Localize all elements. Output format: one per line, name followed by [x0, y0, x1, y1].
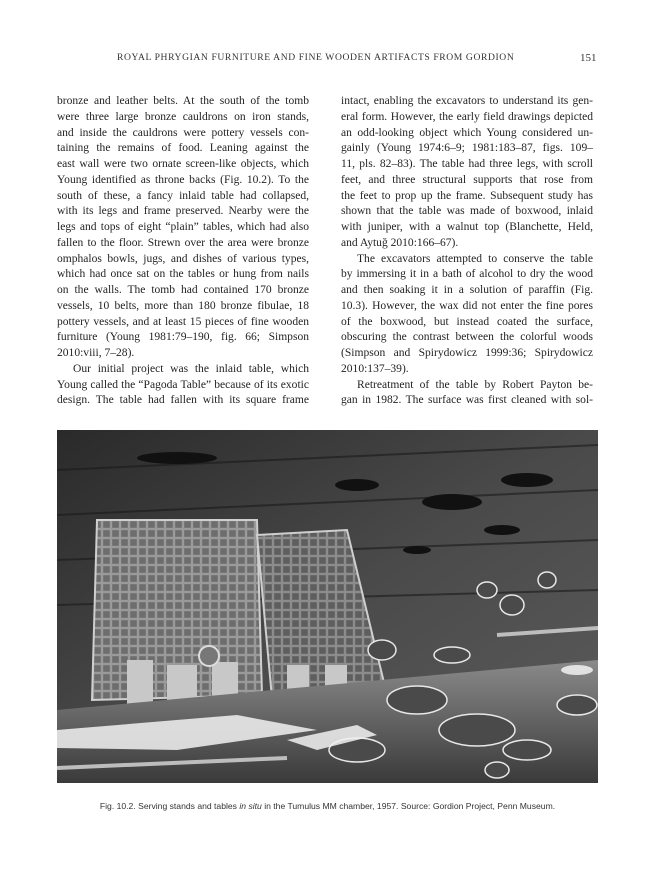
paragraph — [341, 252, 593, 378]
text-line: Retreatment of the table by Robert Payton be- — [357, 378, 593, 391]
text-line: Our initial project was the inlaid table, which — [73, 362, 309, 375]
text-line: fallen to the floor. Strewn over the area were bronze — [57, 236, 309, 249]
text-line: gainly (Young 1974:6–9; 1981:183–87, figs. 109– — [341, 142, 593, 155]
paragraph — [57, 362, 309, 409]
running-head — [0, 52, 650, 68]
right-column — [341, 94, 593, 409]
text-line: an odd-looking object which Young considered un- — [341, 126, 593, 139]
figure-caption — [57, 801, 598, 811]
paragraph — [341, 94, 593, 252]
text-line: 2010:137–39). — [341, 362, 409, 375]
running-title: ROYAL PHRYGIAN FURNITURE AND FINE WOODEN ARTIFACTS FROM GORDION — [117, 52, 515, 63]
text-line: of the boxwood, but instead coated the surface, — [341, 315, 593, 328]
text-line: and then soaking it in a solution of paraffin (Fig. — [341, 284, 593, 296]
text-line: intact, enabling the excavators to understand its gen- — [341, 95, 593, 107]
caption-italic: in situ — [239, 801, 262, 811]
paragraph — [57, 94, 309, 362]
text-line: and inside the cauldrons were pottery vessels con- — [57, 126, 309, 139]
text-line: shown that the table was made of boxwood, inlaid — [341, 205, 593, 218]
text-line: obscuring the contrast between the colorful woods — [341, 331, 593, 344]
text-line: with its legs and frame preserved. Nearby were the — [57, 205, 309, 218]
paragraph — [341, 378, 593, 410]
text-line: The excavators attempted to conserve the table — [357, 252, 593, 265]
tomb-chamber-photo — [57, 430, 598, 783]
text-line: pottery vessels, and at least 15 pieces of fine wooden — [57, 315, 309, 328]
text-line: Young identified as throne backs (Fig. 10.2). To the — [57, 173, 309, 186]
text-line: east wall were two ornate screen-like objects, which — [57, 158, 309, 170]
left-column — [57, 94, 309, 409]
text-line: furniture (Young 1981:79–190, fig. 66; Simpson — [57, 331, 309, 344]
text-line: gan in 1982. The surface was first cleaned with sol- — [341, 394, 593, 407]
text-line: omphalos bowls, jugs, and dishes of various types, — [57, 252, 309, 265]
caption-text: in the Tumulus MM chamber, 1957. Source: Gordion Project, Penn Museum. — [261, 801, 556, 811]
text-line: Young called the “Pagoda Table” because of its exotic — [57, 378, 309, 391]
text-line: 11, pls. 82–83). The table had three legs, with scroll — [341, 158, 593, 170]
text-line: with juniper, with a walnut top (Blanchette, Held, — [341, 221, 593, 233]
text-line: bronze and leather belts. At the south of the tomb — [57, 95, 309, 107]
text-line: eral form. However, the early field drawings depicted — [341, 110, 593, 123]
text-line: and Aytuğ 2010:166–67). — [341, 236, 459, 249]
text-line: which had once sat on the tables or hung from nails — [57, 268, 309, 281]
text-line: 2010:viii, 7–28). — [57, 347, 135, 359]
text-line: legs and tops of eight “plain” tables, which had also — [57, 221, 309, 233]
figure-photo — [57, 430, 598, 783]
text-line: the feet to prop up the frame. Subsequent study has — [341, 189, 593, 202]
text-line: design. The table had fallen with its square frame — [57, 394, 309, 407]
text-line: on the walls. The tomb had contained 170 bronze — [57, 284, 309, 296]
text-line: south of these, a fancy inlaid table had collapsed, — [57, 189, 309, 202]
text-line: 10.3). However, the wax did not enter the fine pores — [341, 299, 593, 312]
text-line: by immersing it in a bath of alcohol to dry the wood — [341, 268, 593, 281]
caption-text: Fig. 10.2. Serving stands and tables — [99, 801, 240, 811]
rosette-ornament — [199, 646, 219, 666]
text-line: vessels, 10 belts, more than 180 bronze fibulae, 18 — [57, 299, 309, 312]
text-line: taining the remains of food. Leaning against the — [57, 142, 309, 155]
text-line: were three large bronze cauldrons on iron stands, — [57, 110, 309, 123]
text-line: feet, and three structural supports that rose from — [341, 173, 593, 186]
text-line: (Simpson and Spirydowicz 1999:36; Spirydowicz — [341, 347, 593, 359]
page-number: 151 — [580, 52, 597, 64]
